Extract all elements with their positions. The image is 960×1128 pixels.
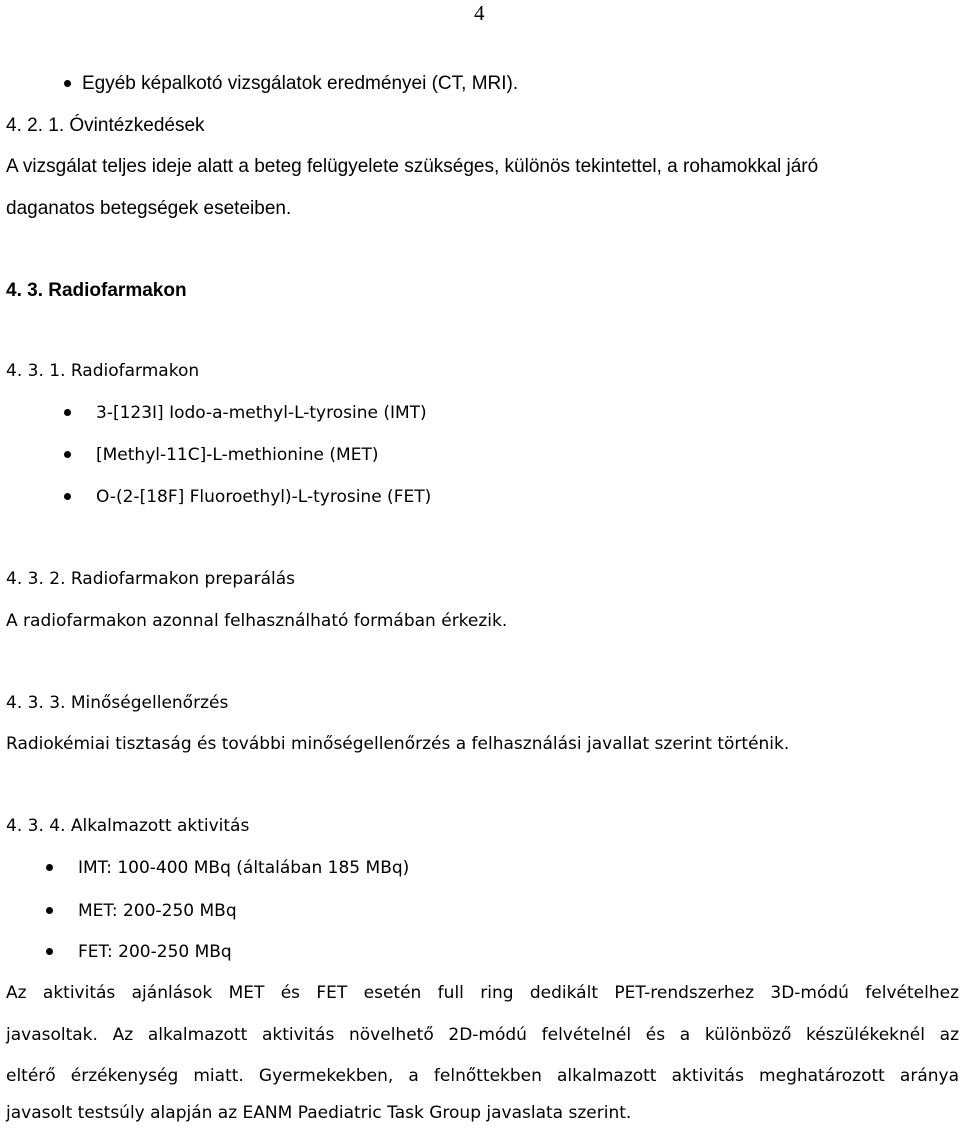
section-heading-434: 4. 3. 4. Alkalmazott aktivitás [6, 816, 250, 836]
section-heading-432: 4. 3. 2. Radiofarmakon preparálás [6, 569, 296, 589]
bullet-icon [46, 948, 53, 955]
list-item: 3-[123I] Iodo-a-methyl-L-tyrosine (IMT) [96, 403, 427, 423]
paragraph-line: Radiokémiai tisztaság és további minőségellenőrzés a felhasználási javallat szerint történik. [6, 734, 790, 754]
list-item: IMT: 100-400 MBq (általában 185 MBq) [78, 858, 410, 878]
list-item: O-(2-[18F] Fluoroethyl)-L-tyrosine (FET) [96, 487, 432, 507]
bullet-icon [64, 493, 71, 500]
bullet-icon [64, 80, 71, 87]
list-item: Egyéb képalkotó vizsgálatok eredményei (CT, MRI). [82, 73, 519, 94]
section-heading-421: 4. 2. 1. Óvintézkedések [6, 115, 205, 136]
section-heading-433: 4. 3. 3. Minőségellenőrzés [6, 693, 229, 713]
list-item: [Methyl-11C]-L-methionine (MET) [96, 445, 379, 465]
paragraph-line: daganatos betegségek eseteiben. [6, 198, 292, 219]
bullet-icon [64, 409, 71, 416]
page-number: 4 [474, 1, 485, 25]
paragraph-line: javasoltak. Az alkalmazott aktivitás növelhető 2D-módú felvételnél és a különböző készülékeknél az [6, 1025, 959, 1045]
paragraph-line: A radiofarmakon azonnal felhasználható formában érkezik. [6, 611, 508, 631]
paragraph-line: A vizsgálat teljes ideje alatt a beteg felügyelete szükséges, különös tekintettel, a rohamokkal járó [6, 156, 819, 177]
paragraph-line: javasolt testsúly alapján az EANM Paediatric Task Group javaslata szerint. [6, 1103, 632, 1123]
section-heading-43: 4. 3. Radiofarmakon [6, 280, 187, 301]
bullet-icon [46, 864, 53, 871]
bullet-icon [64, 451, 71, 458]
paragraph-line: eltérő érzékenység miatt. Gyermekekben, a felnőttekben alkalmazott aktivitás meghatározott aránya [6, 1066, 959, 1086]
section-heading-431: 4. 3. 1. Radiofarmakon [6, 361, 200, 381]
bullet-icon [46, 907, 53, 914]
list-item: FET: 200-250 MBq [78, 942, 232, 962]
paragraph-line: Az aktivitás ajánlások MET és FET esetén full ring dedikált PET-rendszerhez 3D-módú felvételhez [6, 983, 959, 1003]
list-item: MET: 200-250 MBq [78, 901, 237, 921]
